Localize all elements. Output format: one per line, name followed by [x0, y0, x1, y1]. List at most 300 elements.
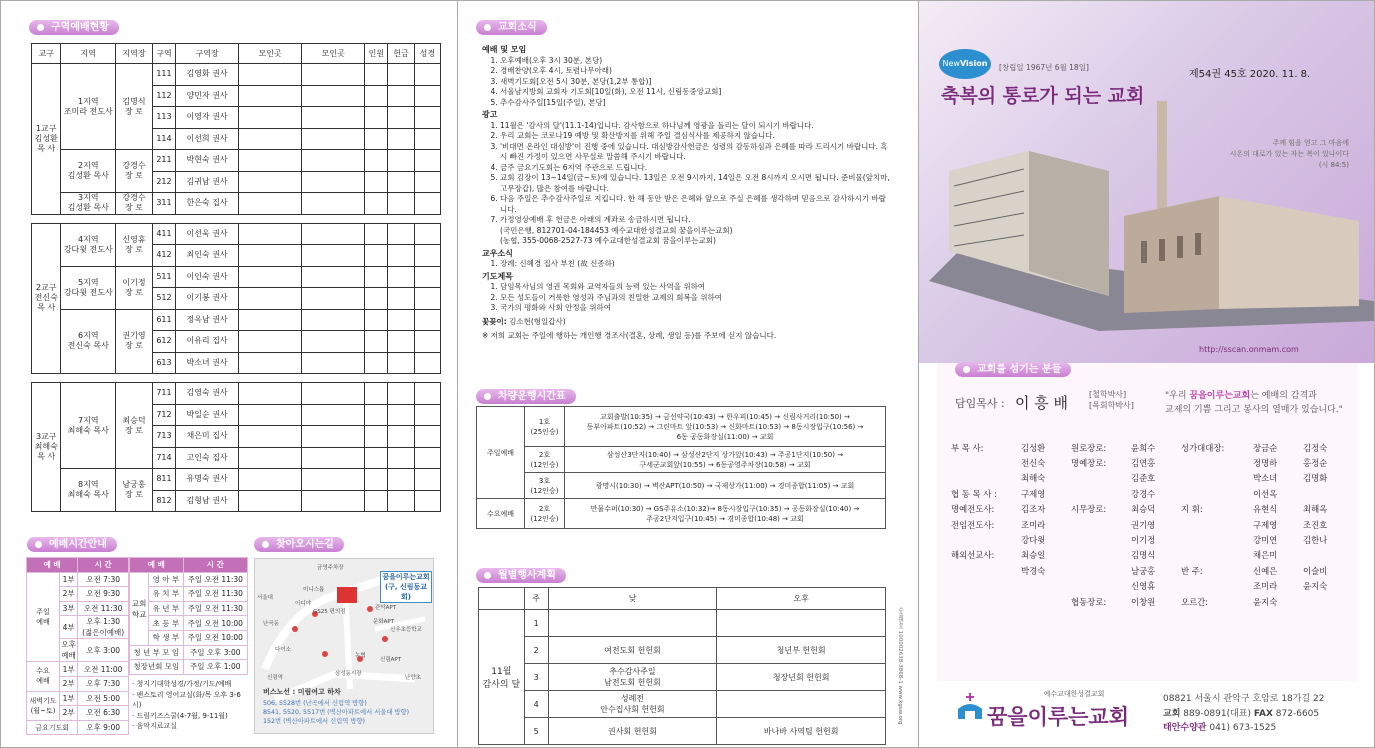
- dept-cell: 유 년 부: [149, 601, 183, 616]
- worship-right-row: [130, 572, 248, 587]
- cell-number: 714: [152, 447, 175, 469]
- blank-cell: [388, 331, 414, 353]
- blank-cell: [388, 447, 414, 469]
- blank-cell: [302, 309, 365, 331]
- monthly-row: [479, 610, 886, 637]
- fax-number: 872-6605: [1275, 709, 1320, 719]
- district-row: [32, 223, 441, 245]
- blank-cell: [365, 107, 388, 129]
- region-leader-cell: 남궁홍 장 로: [116, 469, 153, 512]
- staff-cell: 구제영: [1253, 519, 1278, 530]
- time-cell: 주일 오전 11:30: [183, 587, 247, 602]
- blank-cell: [365, 331, 388, 353]
- monthly-header-row: [479, 588, 886, 610]
- blank-cell: [239, 107, 302, 129]
- bus-line: 8541, 5520, 5517번 (벽산아파트에서 서울대 방향): [263, 709, 410, 716]
- car-row: [477, 447, 886, 473]
- car-vehicle-cell: 1호 (25인승): [525, 407, 565, 447]
- staff-cell: 구제영: [1021, 488, 1046, 499]
- flower-line: [482, 317, 892, 328]
- staff-cell: 전신숙: [1021, 458, 1046, 469]
- worship-right-row: [130, 645, 248, 660]
- district-row: [32, 469, 441, 491]
- blank-cell: [365, 64, 388, 86]
- staff-cell: [949, 532, 1019, 547]
- monthly-header-cell: 오후: [717, 588, 886, 610]
- staff-cell: [949, 579, 1019, 594]
- staff-cell: 정명하: [1253, 458, 1278, 469]
- worship-notes: [132, 679, 248, 732]
- blank-cell: [388, 245, 414, 267]
- monthly-month-head: [479, 588, 525, 610]
- blank-cell: [388, 490, 414, 512]
- map-place-label: 신림APT: [380, 657, 402, 663]
- staff-row: [949, 532, 1351, 547]
- cell-leader: 김형남 권사: [176, 490, 239, 512]
- cell-leader: 양민자 권사: [176, 85, 239, 107]
- cell-leader: 이선희 권사: [176, 128, 239, 150]
- news-body: [482, 43, 892, 342]
- blank-cell: [239, 426, 302, 448]
- worship-time-cell: 오전 7:30: [78, 572, 129, 587]
- staff-row: [949, 548, 1351, 563]
- worship-part-cell: 4부: [60, 616, 78, 639]
- blank-cell: [239, 193, 302, 215]
- staff-cell: [1019, 594, 1069, 609]
- staff-cell: 김성환: [1021, 442, 1046, 453]
- blank-cell: [365, 426, 388, 448]
- news-section-head: 예배 및 모임: [482, 45, 527, 54]
- news-item: 2. 우리 교회는 코로나19 예방 및 확산방지를 위해 주일 결심식사를 제공하지 않습니다.: [500, 131, 892, 142]
- cell-number: 311: [152, 193, 175, 215]
- worship-part-cell: 1부: [60, 572, 78, 587]
- cell-leader: 이영자 권사: [176, 107, 239, 129]
- week-cell: 4: [524, 691, 548, 718]
- bus-line: 506, 5528번 (난곡에서 신림역 방향): [263, 700, 367, 707]
- blank-cell: [302, 266, 365, 288]
- blank-cell: [365, 309, 388, 331]
- map-place-label: 신림역: [267, 675, 283, 681]
- time-cell: 주일 오후 1:00: [183, 660, 247, 675]
- blank-cell: [365, 288, 388, 310]
- blank-cell: [302, 128, 365, 150]
- newvision-vision: Vision: [959, 59, 988, 68]
- afternoon-event-cell: 청장년회 헌헌회: [717, 664, 886, 691]
- staff-cell: 이창원: [1131, 596, 1156, 607]
- worship-type-cell: 주일 예배: [27, 572, 60, 662]
- cell-number: 511: [152, 266, 175, 288]
- staff-cell: 협 동 목 사 :: [951, 488, 997, 499]
- worship-note: · 음악지료교실: [132, 722, 178, 730]
- news-item: 5. 교회 김장이 13~14일(금~토)에 있습니다. 13일은 오전 9시까지, 14일은 오전 8시까지 오시면 됩니다. 준비물(앞치마, 고무장갑), 많은 참여를 바랍니다.: [500, 173, 892, 194]
- staff-cell: 김조자: [1021, 504, 1046, 515]
- blank-cell: [365, 193, 388, 215]
- blank-cell: [365, 404, 388, 426]
- staff-cell: 지 휘:: [1181, 504, 1203, 515]
- staff-cell: [1069, 532, 1129, 547]
- footer-phone: [1163, 706, 1319, 719]
- region-cell: 7지역 최해숙 목사: [61, 383, 116, 469]
- blank-cell: [388, 85, 414, 107]
- month-label-cell: 11월 감사의 달: [479, 610, 525, 745]
- news-list: [482, 56, 892, 109]
- map-place-label: 문화APT: [373, 619, 395, 625]
- blank-cell: [365, 245, 388, 267]
- staff-cell: 부 목 사:: [951, 442, 984, 453]
- district-header-cell: 지역: [61, 44, 116, 64]
- flower-label: 꽃꽂이:: [482, 316, 507, 326]
- worship-note: · 청지기대학성경/가정/기도/예배: [132, 680, 232, 688]
- time-cell: 주일 오전 11:30: [183, 572, 247, 587]
- district-title: 구역예배현황: [29, 20, 119, 35]
- day-event-cell: 성례전 안수집사회 헌헌회: [548, 691, 717, 718]
- district-row: [32, 309, 441, 331]
- car-title: 차량운행시간표: [476, 389, 576, 404]
- monthly-header-cell: 주: [524, 588, 548, 610]
- staff-cell: [1179, 471, 1251, 486]
- dept-cell: 유 치 부: [149, 587, 183, 602]
- footer-denomination: 예수교대한성결교회: [1043, 690, 1105, 698]
- blank-cell: [239, 383, 302, 405]
- blank-cell: [388, 223, 414, 245]
- blank-cell: [414, 447, 440, 469]
- staff-cell: 김명화: [1303, 473, 1328, 484]
- blank-cell: [414, 150, 440, 172]
- staff-cell: [1179, 532, 1251, 547]
- staff-cell: 명예장로:: [1071, 458, 1107, 469]
- staff-row: [949, 471, 1351, 486]
- staff-cell: 윤지숙: [1253, 596, 1278, 607]
- cell-number: 212: [152, 171, 175, 193]
- district-separator: [32, 214, 441, 223]
- cell-number: 712: [152, 404, 175, 426]
- map-place-label: 관악APT: [375, 605, 397, 611]
- blank-cell: [414, 404, 440, 426]
- blank-cell: [239, 150, 302, 172]
- district-row: [32, 383, 441, 405]
- cell-leader: 이선욱 권사: [176, 223, 239, 245]
- founded-date: [창립일 1967년 6월 18일]: [999, 63, 1089, 72]
- blank-cell: [414, 245, 440, 267]
- cell-leader: 이인숙 권사: [176, 266, 239, 288]
- staff-row: [949, 579, 1351, 594]
- staff-cell: 최승덕: [1131, 504, 1156, 515]
- blank-cell: [365, 383, 388, 405]
- worship-header-cell: 시 간: [183, 558, 247, 573]
- cell-number: 713: [152, 426, 175, 448]
- afternoon-event-cell: 바나바 사역팀 헌헌회: [717, 718, 886, 745]
- staff-cell: 원로장로:: [1071, 442, 1107, 453]
- blank-cell: [302, 245, 365, 267]
- blank-cell: [365, 223, 388, 245]
- blank-cell: [302, 85, 365, 107]
- cell-number: 612: [152, 331, 175, 353]
- staff-cell: 윤희수: [1131, 442, 1156, 453]
- worship-time-cell: 오후 9:00: [78, 720, 129, 735]
- news-item: 2. 모든 성도들이 거룩한 영성과 주님과의 친밀한 교제의 회복을 위하여: [500, 293, 892, 304]
- blank-cell: [365, 171, 388, 193]
- staff-cell: [1301, 594, 1351, 609]
- region-cell: 5지역 강다윗 전도사: [61, 266, 116, 309]
- fax-label: FAX: [1253, 709, 1273, 719]
- staff-cell: 채은미: [1253, 550, 1278, 561]
- worship-row: [27, 691, 129, 706]
- district-table: [31, 43, 441, 512]
- staff-cell: 홍정순: [1303, 458, 1328, 469]
- branch-phone: 041) 673-1525: [1209, 723, 1277, 733]
- district-separator: [32, 374, 441, 383]
- blank-cell: [365, 352, 388, 374]
- car-vehicle-cell: 2호 (12인승): [525, 499, 565, 529]
- blank-cell: [388, 469, 414, 491]
- news-section-head: 기도제목: [482, 271, 513, 281]
- cell-leader: 김영화 권사: [176, 64, 239, 86]
- staff-cell: 윤지숙: [1303, 581, 1328, 592]
- news-item: 6. 다음 주일은 추수감사주일로 지킵니다. 한 해 동안 받은 은혜와 앞으로 주실 은혜를 생각하며 믿음으로 감사하시기 바랍니다.: [500, 194, 892, 215]
- blank-cell: [414, 469, 440, 491]
- time-cell: 주일 오전 11:30: [183, 601, 247, 616]
- cell-number: 812: [152, 490, 175, 512]
- news-item: 3. '비대면 온라인 대심방'이 진행 중에 있습니다. 대심방감사헌금은 성령의 감동하심과 은혜를 따라 드리시기 바랍니다. 혹시 빠진 가정이 있으면 사무실로 말씀해 주시기 바랍니다.: [500, 142, 892, 163]
- staff-cell: [1179, 486, 1251, 501]
- blank-cell: [365, 85, 388, 107]
- staff-cell: [1019, 579, 1069, 594]
- cell-number: 613: [152, 352, 175, 374]
- blank-cell: [239, 404, 302, 426]
- staff-cell: 조미라: [1253, 581, 1278, 592]
- staff-row: [949, 455, 1351, 470]
- monthly-header-cell: 낮: [548, 588, 717, 610]
- car-service-cell: 수요예배: [477, 499, 525, 529]
- blank-cell: [388, 64, 414, 86]
- footer-address: 08821 서울시 관악구 호암로 18가길 22: [1163, 694, 1325, 704]
- monthly-table: [478, 587, 886, 745]
- servers-title: 교회를 섬기는 분들: [955, 362, 1071, 377]
- blank-cell: [239, 245, 302, 267]
- staff-cell: 장금순: [1253, 442, 1278, 453]
- staff-cell: 전임전도사:: [951, 519, 995, 530]
- news-notice: ※ 저희 교회는 주일에 행하는 개인행 경조사(결혼, 상례, 생일 등)를 주보에 싣지 않습니다.: [482, 331, 777, 340]
- separator-cell: [32, 214, 441, 223]
- district-header-cell: 모인곳: [239, 44, 302, 64]
- blank-cell: [414, 64, 440, 86]
- bus-title: 버스노선 : 미림여고 하차: [263, 688, 341, 696]
- car-table: [476, 406, 886, 529]
- worship-type-cell: 수요 예배: [27, 662, 60, 691]
- blank-cell: [302, 352, 365, 374]
- branch-label: 태안수양관: [1163, 723, 1207, 733]
- map-place-label: 서울대: [257, 595, 273, 601]
- staff-cell: 김연홍: [1131, 458, 1156, 469]
- cell-leader: 유명숙 권사: [176, 469, 239, 491]
- worship-type-cell: 금요기도회: [27, 720, 78, 735]
- staff-cell: [1179, 517, 1251, 532]
- staff-cell: 해외선교사:: [951, 550, 995, 561]
- staff-row: [949, 517, 1351, 532]
- staff-cell: 이기정: [1131, 535, 1156, 546]
- worship-right-row: [130, 660, 248, 675]
- car-route-cell: 삼성산3단지(10:40) → 삼성산2단지 상가앞(10:43) → 주공1단지(10:50) → 구세군교회앞(10:55) → 6동공영주차장(10:58) → 교회: [565, 447, 886, 473]
- staff-cell: [1069, 486, 1129, 501]
- day-event-cell: [548, 610, 717, 637]
- news-item: 1. 오후예배(오후 3시 30분, 본당): [500, 56, 892, 67]
- blank-cell: [302, 64, 365, 86]
- blank-cell: [302, 426, 365, 448]
- cell-number: 711: [152, 383, 175, 405]
- monthly-row: [479, 691, 886, 718]
- worship-times-title: 예배시간안내: [27, 537, 117, 552]
- staff-cell: [1069, 517, 1129, 532]
- map-place-label: 다이소: [275, 647, 291, 653]
- blank-cell: [388, 171, 414, 193]
- staff-cell: 유현식: [1253, 504, 1278, 515]
- church-logo-icon: [955, 691, 985, 721]
- footer-church-name: 꿈을이루는교회: [987, 705, 1130, 729]
- blank-cell: [239, 64, 302, 86]
- staff-cell: 성가대대장:: [1181, 442, 1225, 453]
- blank-cell: [414, 352, 440, 374]
- car-service-cell: 주일예배: [477, 407, 525, 499]
- district-row: [32, 193, 441, 215]
- bus-line: 152번 (벽산아파트에서 신림역 방향): [263, 718, 366, 725]
- cell-number: 611: [152, 309, 175, 331]
- blank-cell: [414, 128, 440, 150]
- blank-cell: [302, 447, 365, 469]
- district-header-cell: 헌금: [388, 44, 414, 64]
- newvision-new: New: [942, 59, 960, 68]
- news-item: 3. 국가의 평화와 사회 안정을 위하여: [500, 303, 892, 314]
- blank-cell: [388, 404, 414, 426]
- staff-cell: [1069, 579, 1129, 594]
- blank-cell: [302, 404, 365, 426]
- blank-cell: [414, 490, 440, 512]
- worship-part-cell: 3부: [60, 601, 78, 616]
- worship-note: · 팬스토리 영어교실(화/목 오후 3-6시): [132, 690, 241, 709]
- news-item: 1. 담임목사님의 영권 목회와 교역자들의 능력 있는 사역을 위하여: [500, 282, 892, 293]
- district-header-cell: 인원: [365, 44, 388, 64]
- worship-part-cell: 2부: [60, 706, 78, 721]
- meeting-cell: 청 년 부 모 임: [130, 645, 184, 660]
- monthly-row: [479, 637, 886, 664]
- staff-cell: 강미연: [1253, 535, 1278, 546]
- region-cell: 6지역 전신숙 목사: [61, 309, 116, 374]
- blank-cell: [365, 150, 388, 172]
- cell-leader: 이기봉 권사: [176, 288, 239, 310]
- worship-times-right-table: [129, 557, 248, 675]
- staff-cell: [1069, 548, 1129, 563]
- side-text: 수출번호 100002638-3868-1 www.kgsw.org: [897, 607, 903, 725]
- news-account: (농협, 355-0068-2527-73 예수교대한성결교회 꿈을이루는교회): [500, 236, 716, 245]
- worship-time-cell: 오후 3:00: [78, 639, 129, 662]
- worship-right-header-row: [130, 558, 248, 573]
- cover-verse: 주께 힘을 얻고 그 마음에 시온의 대로가 있는 자는 복이 있나이다 (시 84:5): [1229, 139, 1349, 169]
- news-list: [482, 121, 892, 226]
- blank-cell: [365, 469, 388, 491]
- blank-cell: [239, 288, 302, 310]
- blank-cell: [414, 288, 440, 310]
- worship-time-cell: 오전 9:30: [78, 587, 129, 602]
- pastor-name: 이 흥 배: [1015, 394, 1069, 412]
- staff-cell: [949, 471, 1019, 486]
- region-cell: 4지역 강다윗 전도사: [61, 223, 116, 266]
- district-header-cell: 지역장: [116, 44, 153, 64]
- blank-cell: [365, 490, 388, 512]
- staff-cell: 시무장로:: [1071, 504, 1107, 515]
- cover-url: http://sscan.onmam.com: [1199, 345, 1299, 354]
- worship-type-cell: 새벽기도 (월~토): [27, 691, 60, 720]
- blank-cell: [239, 331, 302, 353]
- staff-row: [949, 563, 1351, 578]
- news-item: 1. 장례: 신혜경 집사 부친 (故 신종하): [500, 259, 892, 270]
- pastor-degree: [철학박사] [목회학박사]: [1089, 390, 1134, 410]
- map-place-label: GS25 편의점: [313, 609, 346, 615]
- worship-header-cell: 시 간: [78, 558, 129, 573]
- staff-row: [949, 502, 1351, 517]
- region-cell: 8지역 최해숙 목사: [61, 469, 116, 512]
- staff-cell: 김정숙: [1303, 442, 1328, 453]
- blank-cell: [388, 193, 414, 215]
- blank-cell: [302, 193, 365, 215]
- parish-cell: 3교구 최해숙 목 사: [32, 383, 61, 512]
- car-row: [477, 407, 886, 447]
- day-event-cell: 추수감사주일 남전도회 헌헌회: [548, 664, 717, 691]
- staff-cell: 최승일: [1021, 550, 1046, 561]
- staff-cell: 김한나: [1303, 535, 1328, 546]
- staff-cell: [1301, 548, 1351, 563]
- week-cell: 5: [524, 718, 548, 745]
- cell-leader: 고인숙 집사: [176, 447, 239, 469]
- parish-cell: 1교구 김성환 목 사: [32, 64, 61, 215]
- district-header-cell: 구역장: [176, 44, 239, 64]
- cell-number: 112: [152, 85, 175, 107]
- map-place-label: 삼성동시장: [335, 671, 362, 677]
- worship-time-cell: 오전 11:30: [78, 601, 129, 616]
- staff-cell: 강경수: [1131, 488, 1156, 499]
- meeting-cell: 청장년회 모임: [130, 660, 184, 675]
- blank-cell: [388, 128, 414, 150]
- region-leader-cell: 강경수 장 로: [116, 150, 153, 193]
- blank-cell: [302, 469, 365, 491]
- car-row: [477, 473, 886, 499]
- school-cell: 교회 학교: [130, 572, 149, 645]
- region-leader-cell: 최승덕 장 로: [116, 383, 153, 469]
- phone-number: 889-0891(대표): [1183, 709, 1252, 719]
- map-church-label: 꿈을이루는교회 (구, 신림동교회): [380, 571, 432, 603]
- staff-cell: 강다윗: [1021, 535, 1046, 546]
- cell-number: 114: [152, 128, 175, 150]
- blank-cell: [414, 266, 440, 288]
- news-title: 교회소식: [476, 20, 547, 35]
- cell-number: 512: [152, 288, 175, 310]
- news-item: 1. 11월은 '감사의 달'(11.1-14)입니다. 감사함으로 하나님께 영광을 돌리는 달이 되시기 바랍니다.: [500, 121, 892, 132]
- blank-cell: [239, 469, 302, 491]
- church-photo: [919, 101, 1374, 331]
- greeting-post: 는 예배의 감격과 교제의 기쁨 그리고 봉사의 열매가 있습니다.": [1165, 391, 1343, 415]
- staff-cell: [949, 594, 1019, 609]
- cell-leader: 김영숙 권사: [176, 383, 239, 405]
- blank-cell: [414, 426, 440, 448]
- news-item: 2. 경배찬양(오후 4시, 토렴나무아래): [500, 66, 892, 77]
- directions-map: [254, 558, 434, 734]
- cell-leader: 한은숙 집사: [176, 193, 239, 215]
- map-place-label: 금영주차장: [317, 565, 344, 571]
- monthly-title: 월별행사계획: [476, 568, 566, 583]
- news-item: 4. 금주 금요기도회는 6지역 주관으로 드립니다.: [500, 163, 892, 174]
- blank-cell: [388, 266, 414, 288]
- blank-cell: [388, 107, 414, 129]
- cell-leader: 박일순 권사: [176, 404, 239, 426]
- district-header-cell: 구역: [152, 44, 175, 64]
